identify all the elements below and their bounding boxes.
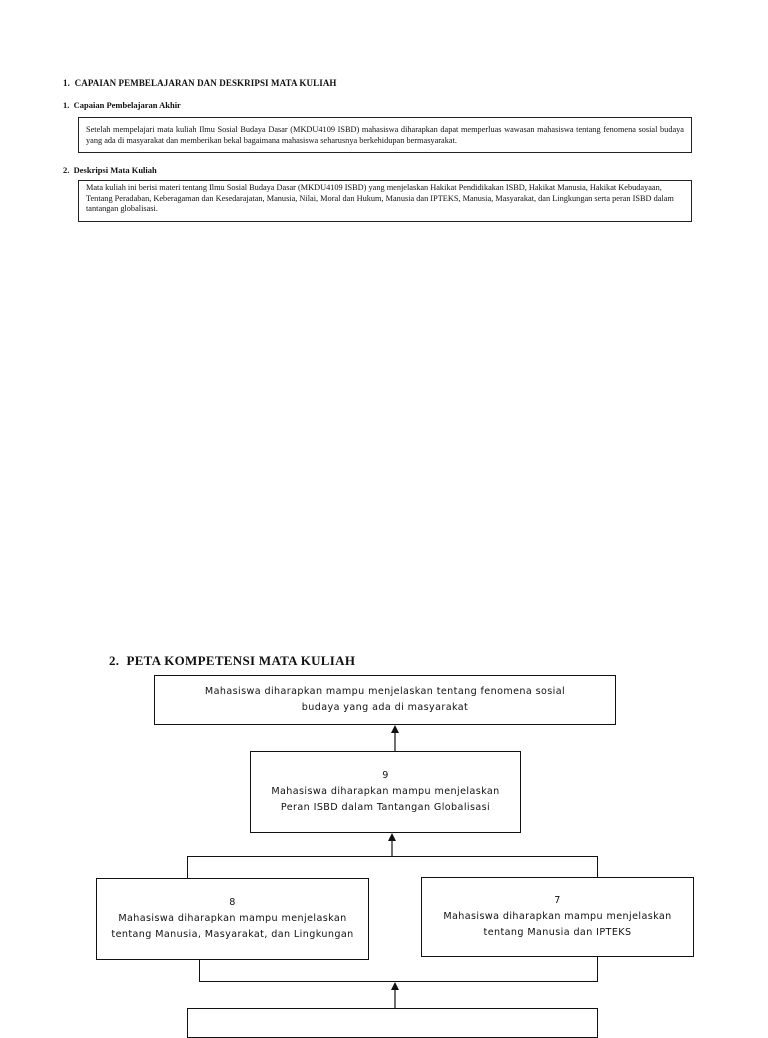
learning-outcome-text: Setelah mempelajari mata kuliah Ilmu Sosial Budaya Dasar (MKDU4109 ISBD) mahasiswa diharapkan dapat memperluas wawasan mahasiswa tentang fenomena sosial budaya yang ada di masyarakat dan memberikan bekal bagaimana mahasiswa seharusnya berkehidupan bermasyarakat. xyxy=(86,125,684,145)
competency-7-text: Mahasiswa diharapkan mampu menjelaskan tentang Manusia dan IPTEKS xyxy=(443,911,672,938)
item1-number: 1. xyxy=(63,100,70,110)
connector-horizontal-upper xyxy=(187,856,598,857)
section1-title: CAPAIAN PEMBELAJARAN DAN DESKRIPSI MATA KULIAH xyxy=(74,78,337,88)
item1-heading xyxy=(63,100,181,110)
final-competency-text: Mahasiswa diharapkan mampu menjelaskan tentang fenomena sosial budaya yang ada di masyarakat xyxy=(204,686,566,713)
competency-9-number: 9 xyxy=(382,770,389,781)
arrow-bottom-to-connector xyxy=(390,982,400,1008)
competency-box-8 xyxy=(96,878,369,960)
course-description-box xyxy=(78,180,692,222)
arrow-9-to-top xyxy=(390,725,400,751)
item2-title: Deskripsi Mata Kuliah xyxy=(73,165,157,175)
final-competency-box xyxy=(154,675,616,725)
item1-title: Capaian Pembelajaran Akhir xyxy=(73,100,181,110)
learning-outcome-box xyxy=(78,117,692,153)
competency-8-number: 8 xyxy=(229,897,236,908)
connector-box7-down xyxy=(597,957,598,982)
competency-8-text: Mahasiswa diharapkan mampu menjelaskan tentang Manusia, Masyarakat, dan Lingkungan xyxy=(111,913,354,940)
section2-heading xyxy=(109,653,355,669)
section2-number: 2. xyxy=(109,653,120,668)
connector-box8-down xyxy=(199,960,200,982)
arrow-connector-to-9 xyxy=(387,833,397,857)
competency-9-text: Mahasiswa diharapkan mampu menjelaskan Peran ISBD dalam Tantangan Globalisasi xyxy=(271,786,500,813)
section1-number: 1. xyxy=(63,78,70,88)
connector-right-drop xyxy=(597,856,598,877)
connector-left-drop xyxy=(187,856,188,878)
competency-box-lower xyxy=(187,1008,598,1038)
section1-heading xyxy=(63,78,337,88)
competency-box-9 xyxy=(250,751,521,833)
item2-number: 2. xyxy=(63,165,70,175)
course-description-text: Mata kuliah ini berisi materi tentang Ilmu Sosial Budaya Dasar (MKDU4109 ISBD) yang menjelaskan Hakikat Pendidikakan ISBD, Hakikat Manusia, Hakikat Kebudayaan, Tentang Peradaban, Keberagaman dan Kesedarajatan, Manusia, Nilai, Moral dan Hukum, Manusia dan IPTEKS, Manusia, Masyarakat, dan Lingkungan serta peran ISBD dalam tantangan globalisasi. xyxy=(86,183,674,213)
item2-heading xyxy=(63,165,157,175)
competency-7-number: 7 xyxy=(554,895,561,906)
competency-box-7 xyxy=(421,877,694,957)
section2-title: PETA KOMPETENSI MATA KULIAH xyxy=(126,653,356,668)
